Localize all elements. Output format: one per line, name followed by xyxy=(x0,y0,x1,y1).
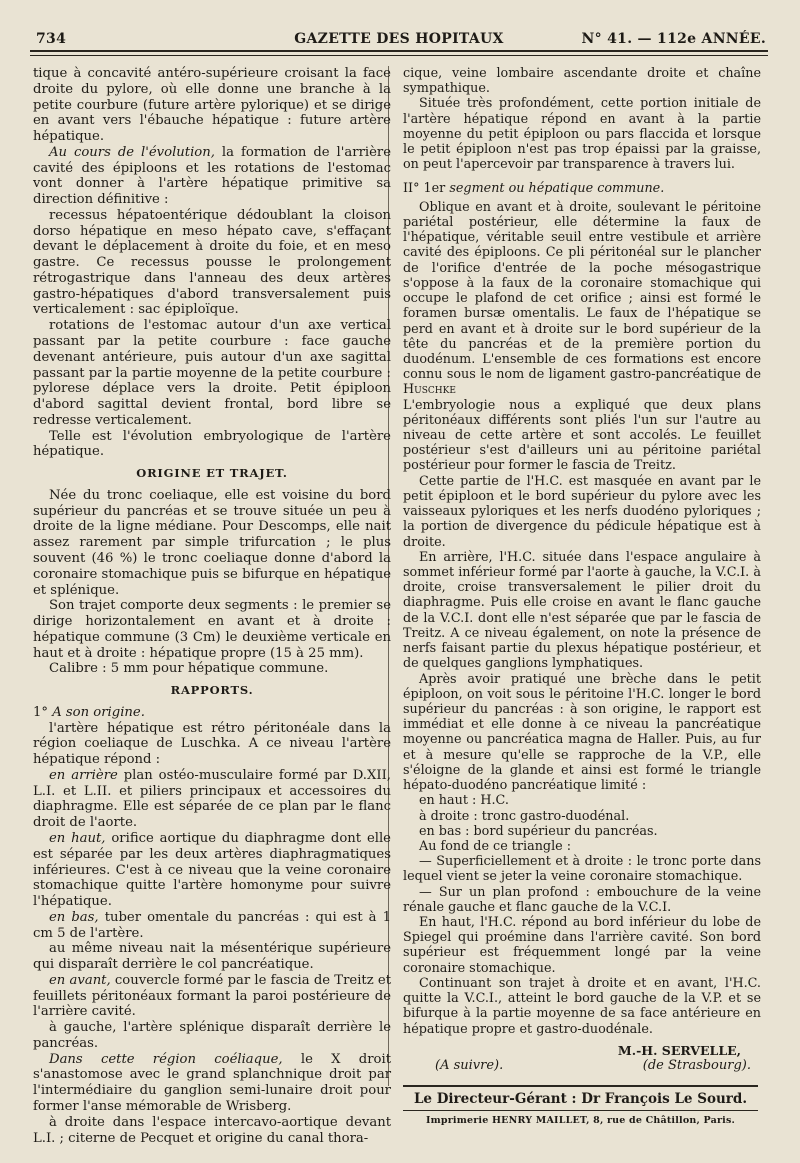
author-city: (de Strasbourg). xyxy=(642,1058,751,1073)
paragraph: Calibre : 5 mm pour hépatique commune. xyxy=(49,661,329,677)
subsection-number: II° 1er xyxy=(403,180,446,196)
paragraph xyxy=(403,200,761,398)
paragraph: à gauche, l'artère splénique disparaît derrière le pancréas. xyxy=(33,1020,391,1051)
paragraph: — Superficiellement et à droite : le tronc porte dans lequel vient se jeter la veine coronaire stomachique. xyxy=(403,854,761,885)
header-rule xyxy=(30,55,768,56)
paragraph: Son trajet comporte deux segments : le premier se dirige horizontalement en avant et à droite : hépatique commune (3 Cm) le deuxième verticale en haut et à droite : hépatique propre (15 à 25 mm). xyxy=(33,598,391,661)
paragraph: recessus hépatoentérique dédoublant la cloison dorso hépatique en meso hépato cave, s'effaçant devant le déplacement à droite du foie, et en meso gastre. Ce recessus pousse le prolongement rétrogastrique dans l'anneau des deux artères gastro-hépatiques d'abord transversalement puis verticalement : sac épiploïque. xyxy=(33,207,391,318)
page-header xyxy=(30,28,768,52)
paragraph: l'artère hépatique est rétro péritonéale dans la région coeliaque de Luschka. A ce niveau l'artère hépatique répond : xyxy=(33,720,391,768)
italic-lead: Dans cette région coéliaque, xyxy=(49,1051,283,1067)
paragraph: Située très profondément, cette portion initiale de l'artère hépatique répond en avant à la partie moyenne du petit épiploon ou pars flaccida et lorsque le petit épiploon n'est pas trop épaissi par la graisse, on peut l'apercevoir par transparence à travers lui. xyxy=(403,96,761,173)
italic-lead: en avant, xyxy=(49,972,111,988)
left-column xyxy=(33,66,391,1146)
paragraph: à droite dans l'espace intercavo-aortique devant L.I. ; citerne de Pecquet et origine du canal thora- xyxy=(33,1114,391,1146)
paragraph: L'embryologie nous a expliqué que deux plans péritonéaux différents sont pliés l'un sur l'autre au niveau de cette artère et sont accolés. Le feuillet postérieur s'est d'ailleurs uni au péritoine pariétal postérieur pour former le fascia de Treitz. xyxy=(403,397,761,474)
italic-lead: en haut, xyxy=(49,830,106,846)
issue-label: N° 41. — 112e ANNÉE. xyxy=(581,31,766,47)
paragraph: — Sur un plan profond : embouchure de la veine rénale gauche et flanc gauche de la V.C.I. xyxy=(403,884,761,915)
italic-lead: en bas, xyxy=(49,909,99,925)
paragraph: Cette partie de l'H.C. est masquée en avant par le petit épiploon et le bord supérieur du pylore avec les vaisseaux pyloriques et les nerfs duodéno pyloriques ; la portion de divergence du pédicule hépatique est à droite. xyxy=(403,473,761,550)
section-heading: ORIGINE ET TRAJET. xyxy=(136,466,288,481)
signature-row xyxy=(403,1058,761,1076)
author-name: Huschke xyxy=(403,382,456,398)
paragraph: rotations de l'estomac autour d'un axe vertical passant par la petite courbure : face gauche devenant antérieure, puis autour d'un axe sagittal passant par la partie moyenne de la petite courbure : pylorese déplace vers la droite. Petit épiploon d'abord sagittal devient frontal, bord libre se redresse verticalement. xyxy=(33,318,391,428)
paragraph: Au fond de ce triangle : xyxy=(419,838,572,854)
paragraph-text: Oblique en avant et à droite, soulevant le péritoine pariétal postérieur, elle détermine la faux de l'hépatique, véritable seuil entre vestibule et arrière cavité des épiploons. Ce pli péritonéal sur le plancher de l'orifice d'entrée de la poche mésogastrique s'oppose à la faux de la coronaire stomachique qui occupe le plafond de cet orifice ; ainsi est formé le foramen bursæ omentalis. Le faux de l'hépatique se perd en avant et à droite sur le bord supérieur de la tête du pancréas et de la première portion du duodénum. L'ensemble de ces formations est encore connu sous le nom de ligament gastro-pancréatique de xyxy=(403,199,761,383)
author-signature: M.-H. SERVELLE, xyxy=(617,1042,741,1058)
paragraph: Après avoir pratiqué une brèche dans le petit épiploon, on voit sous le péritoine l'H.C. longer le bord supérieur du pancréas : à son origine, le rapport est immédiat et elle donne à ce niveau la pancréatique moyenne ou pancréatica magna de Haller. Puis, au fur et à mesure qu'elle se rapproche de la V.P., elle s'éloigne de la glande et ainsi est formé le triangle hépato-duodéno pancréatique limité : xyxy=(403,671,761,794)
paragraph: cique, veine lombaire ascendante droite et chaîne sympathique. xyxy=(403,66,761,97)
page-number: 734 xyxy=(36,31,67,47)
paragraph xyxy=(33,910,391,942)
journal-title: GAZETTE DES HOPITAUX xyxy=(294,31,504,47)
paragraph: Continuant son trajet à droite et en avant, l'H.C. quitte la V.C.I., atteint le bord gauche de la V.P. et se bifurque à la partie moyenne de sa face antérieure en hépatique propre et gastro-duodénale. xyxy=(403,975,761,1037)
director-line: Le Directeur-Gérant : Dr François Le Sourd. xyxy=(403,1087,758,1111)
paragraph: En haut, l'H.C. répond au bord inférieur du lobe de Spiegel qui proémine dans l'arrière cavité. Son bord supérieur est fréquemment longé par la veine coronaire stomachique. xyxy=(403,915,761,976)
to-be-continued: (A suivre). xyxy=(435,1058,504,1073)
printer-line: Imprimerie HENRY MAILLET, 8, rue de Châtillon, Paris. xyxy=(425,1115,736,1126)
paragraph: au même niveau nait la mésentérique supérieure qui disparaît derrière le col pancréatique. xyxy=(33,941,391,973)
subsection-title: A son origine. xyxy=(52,704,145,720)
paragraph: Née du tronc coeliaque, elle est voisine du bord supérieur du pancréas et se trouve située un peu à droite de la ligne médiane. Pour Descomps, elle nait assez rarement par simple trifurcation ; le plus souvent (46 %) le tronc coeliaque donne d'abord la coronaire stomachique puis se bifurque en hépatique et splénique. xyxy=(33,487,391,598)
list-item: en bas : bord supérieur du pancréas. xyxy=(419,823,658,839)
paragraph-text: tuber omentale du pancréas : qui est à 1 cm 5 de l'artère. xyxy=(33,909,391,941)
paragraph xyxy=(33,831,391,910)
subsection-title: segment ou hépatique commune. xyxy=(449,180,665,196)
paragraph-text: couvercle formé par le fascia de Treitz et feuillets péritonéaux formant la paroi postérieure de l'arrière cavité. xyxy=(33,972,392,1020)
list-item: à droite : tronc gastro-duodénal. xyxy=(419,808,630,824)
paragraph: En arrière, l'H.C. située dans l'espace angulaire à sommet inférieur formé par l'aorte à gauche, la V.C.I. à droite, croise transversalement le pilier droit du diaphragme. Puis elle croise en avant le flanc gauche de la V.C.I. dont elle n'est séparée que par le fascia de Treitz. A ce niveau également, on note la présence de nerfs faisant partie du plexus hépatique postérieur, et de quelques ganglions lymphatiques. xyxy=(403,549,761,672)
paragraph xyxy=(33,768,391,831)
section-heading: RAPPORTS. xyxy=(170,683,254,698)
subsection-number: 1° xyxy=(33,704,48,720)
paragraph-text: orifice aortique du diaphragme dont elle est séparée par les deux artères diaphragmatiques inférieures. C'est à ce niveau que la veine coronaire stomachique quitte l'artère homonyme pour suivre l'hépatique. xyxy=(33,830,391,910)
paragraph: Telle est l'évolution embryologique de l'artère hépatique. xyxy=(33,428,391,460)
list-item: en haut : H.C. xyxy=(419,793,509,809)
paragraph-text: plan ostéo-musculaire formé par D.XII, L.I. et L.II. et piliers principaux et accessoires du diaphragme. Elle est séparée de ce plan par le flanc droit de l'aorte. xyxy=(33,767,391,831)
italic-lead: Au cours de l'évolution, xyxy=(49,144,215,160)
right-column xyxy=(403,66,761,1076)
paragraph-text: la formation de l'arrière cavité des épiploons et les rotations de l'estomac vont donner à l'artère hépatique primitive sa direction définitive : xyxy=(33,144,391,208)
subsection-heading xyxy=(33,705,391,721)
paragraph xyxy=(33,145,391,208)
page-footer xyxy=(403,1085,758,1126)
subsection-heading xyxy=(403,181,761,196)
italic-lead: en arrière xyxy=(49,767,118,783)
paragraph xyxy=(33,1052,391,1115)
paragraph xyxy=(33,973,391,1020)
paragraph: tique à concavité antéro-supérieure croisant la face droite du pylore, où elle donne une branche à la petite courbure (future artère pylorique) et se dirige en avant vers l'ébauche hépatique : future artère hépatique. xyxy=(33,66,391,145)
paragraph-text: le X droit s'anastomose avec le grand splanchnique droit par l'intermédiaire du ganglion semi-lunaire droit pour former l'anse mémorable de Wrisberg. xyxy=(33,1051,391,1114)
